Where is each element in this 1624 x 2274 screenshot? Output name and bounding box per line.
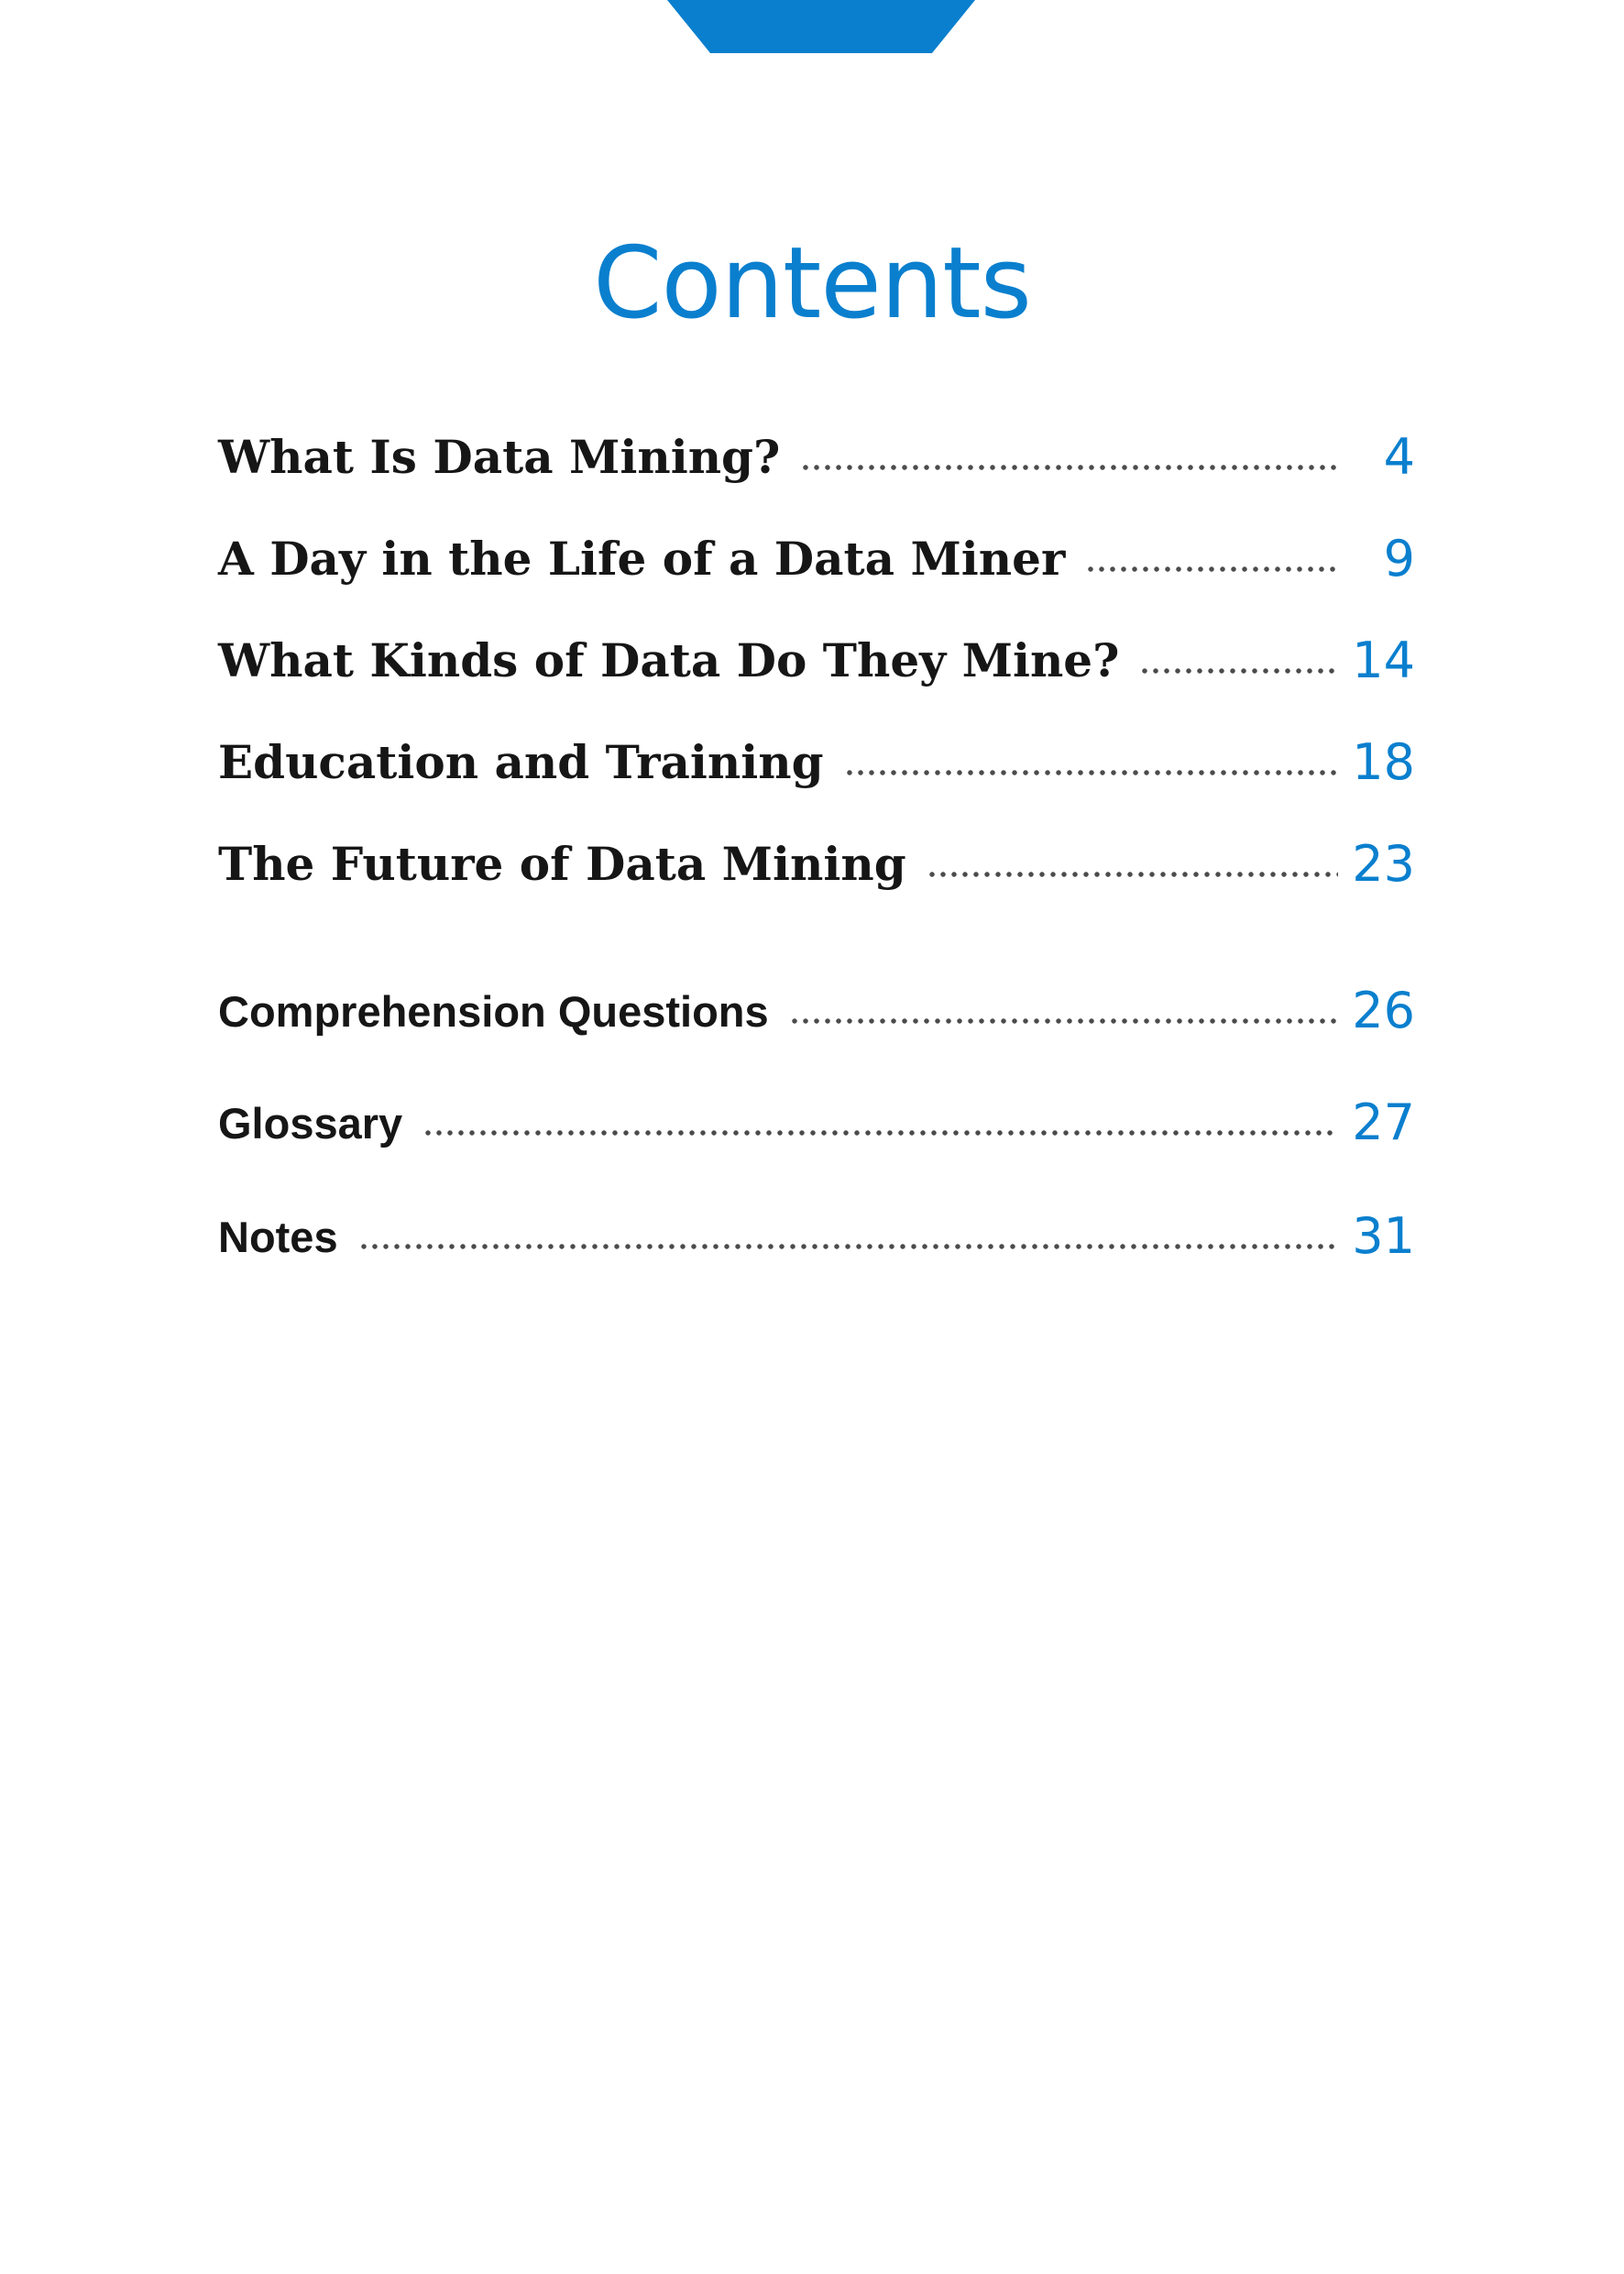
toc-entry-what-is-data-mining[interactable] [218, 429, 1415, 486]
dot-leader [1085, 566, 1338, 573]
toc-entry-title: Notes [218, 1213, 338, 1261]
toc-entry-page-number: 31 [1352, 1207, 1415, 1265]
toc-entry-page-number: 9 [1383, 530, 1415, 588]
toc-entry-page-number: 18 [1352, 733, 1415, 791]
toc-entry-page-number: 23 [1352, 835, 1415, 893]
toc-entry-education-and-training[interactable] [218, 734, 1415, 791]
toc-entry-title: What Is Data Mining? [218, 430, 781, 484]
toc-entry-page-number: 27 [1352, 1093, 1415, 1151]
dot-leader [422, 1129, 1338, 1137]
toc-entry-title: The Future of Data Mining [218, 837, 906, 891]
dot-leader [1139, 667, 1338, 675]
toc-entry-title: Comprehension Questions [218, 987, 769, 1036]
top-tab-decoration [667, 0, 975, 53]
toc-entry-future-of-data-mining[interactable] [218, 836, 1415, 893]
toc-entry-title: A Day in the Life of a Data Miner [218, 532, 1066, 586]
toc-entry-title: Education and Training [218, 735, 824, 789]
toc-entry-glossary[interactable] [218, 1094, 1415, 1151]
dot-leader [358, 1243, 1338, 1250]
toc-entry-day-in-the-life[interactable] [218, 531, 1415, 588]
toc-entry-comprehension-questions[interactable] [218, 983, 1415, 1039]
toc-entry-title: Glossary [218, 1099, 403, 1148]
dot-leader [927, 871, 1338, 878]
dot-leader [800, 464, 1338, 471]
page-title: Contents [593, 226, 1031, 341]
dot-leader [844, 769, 1338, 776]
toc-entry-title: What Kinds of Data Do They Mine? [218, 633, 1120, 687]
toc-entry-notes[interactable] [218, 1208, 1415, 1265]
toc-entry-page-number: 26 [1352, 982, 1415, 1039]
toc-entry-kinds-of-data[interactable] [218, 632, 1415, 689]
toc-entry-page-number: 14 [1352, 632, 1415, 689]
dot-leader [789, 1017, 1338, 1025]
toc-entry-page-number: 4 [1383, 428, 1415, 486]
